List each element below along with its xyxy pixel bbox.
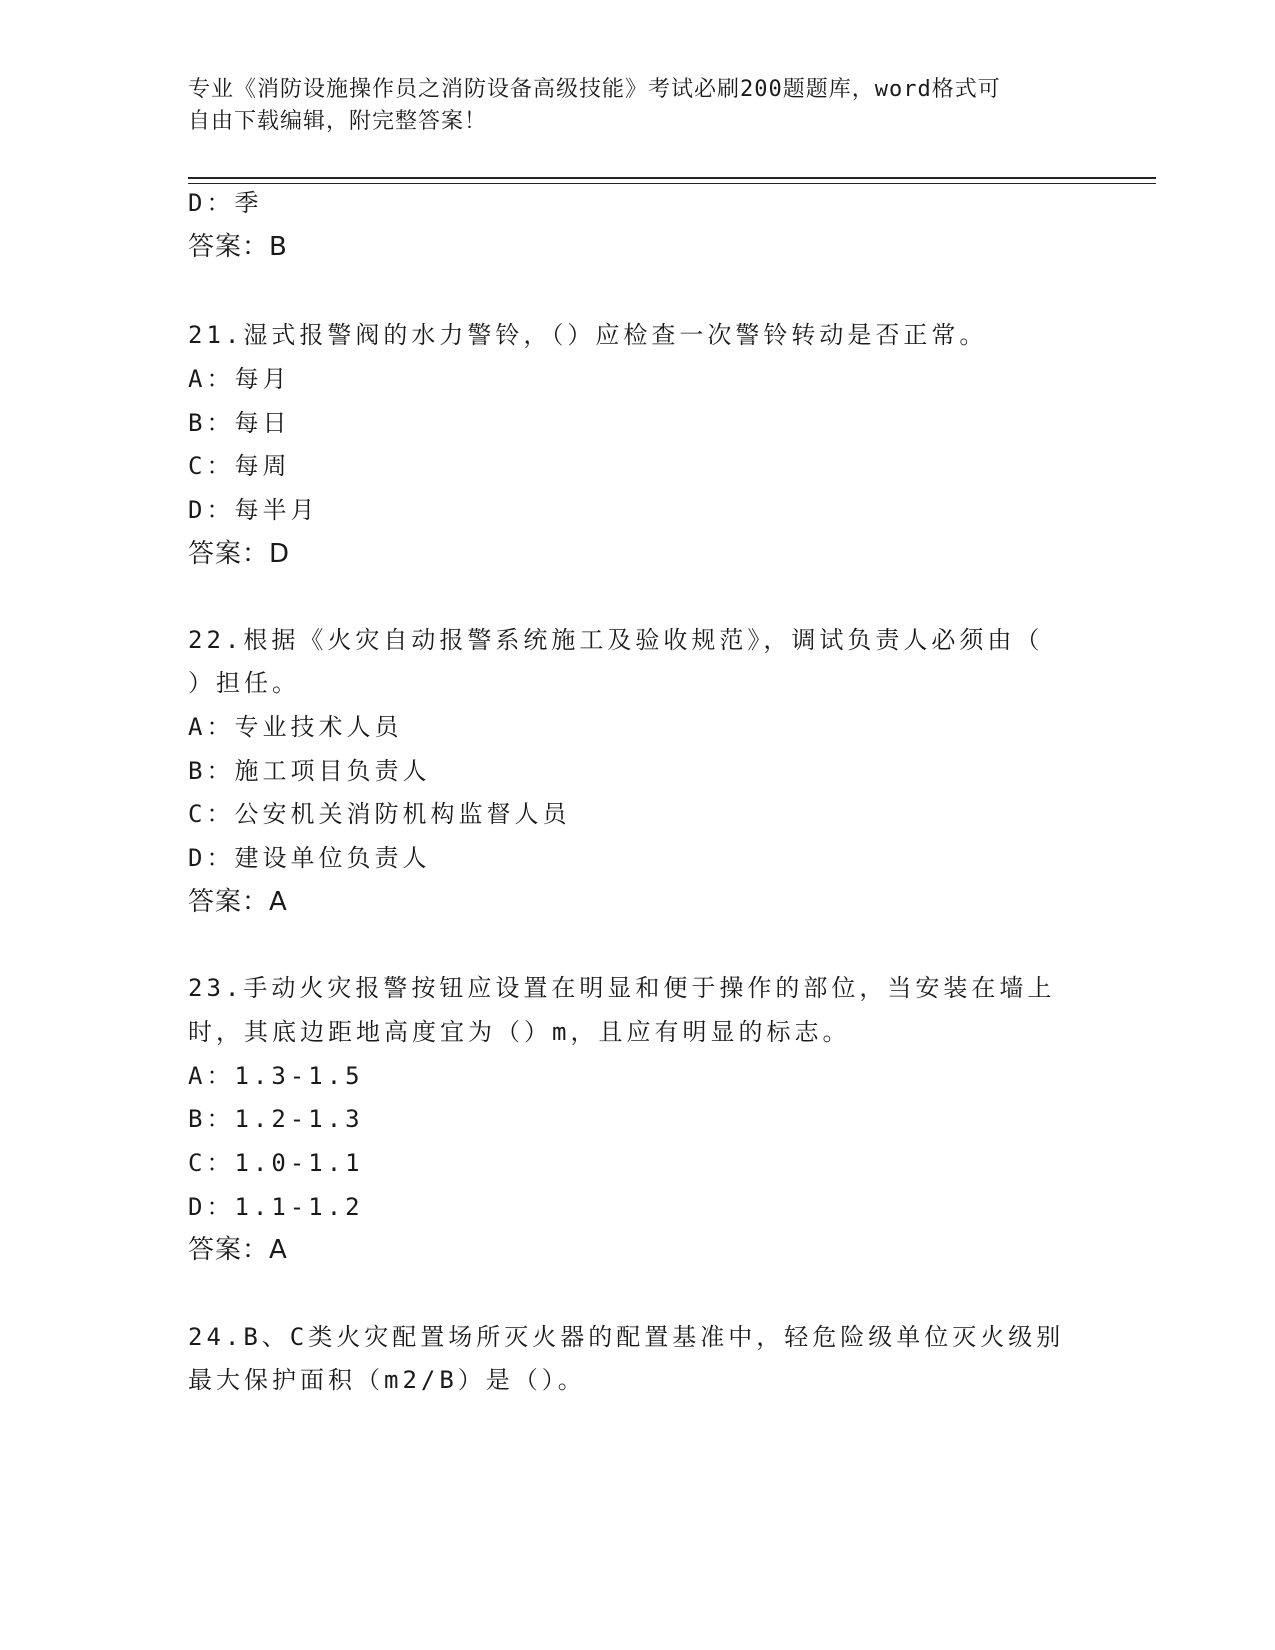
q21-option-a: A：每月	[188, 365, 291, 393]
q22-option-b: B：施工项目负责人	[188, 757, 431, 785]
q21-option-b: B：每日	[188, 409, 291, 437]
q23-option-c: C：1.0-1.1	[188, 1149, 364, 1177]
q21-option-c: C：每周	[188, 452, 291, 480]
q21-option-d: D：每半月	[188, 496, 319, 524]
q22-text-line-1: 22.根据《火灾自动报警系统施工及验收规范》，调试负责人必须由（	[188, 626, 1044, 654]
header-line-2: 自由下载编辑，附完整答案！	[188, 109, 488, 134]
header-line-1: 专业《消防设施操作员之消防设备高级技能》考试必刷200题题库，word格式可	[188, 77, 1001, 102]
q22-option-c: C：公安机关消防机构监督人员	[188, 800, 571, 828]
prev-answer: 答案：B	[188, 232, 288, 262]
q21-text: 21.湿式报警阀的水力警铃，（）应检查一次警铃转动是否正常。	[188, 321, 988, 349]
q23-text-line-1: 23.手动火灾报警按钮应设置在明显和便于操作的部位，当安装在墙上	[188, 974, 1056, 1002]
q23-option-a: A：1.3-1.5	[188, 1062, 364, 1090]
q21-answer: 答案：D	[188, 539, 291, 569]
q22-option-d: D：建设单位负责人	[188, 844, 431, 872]
document-header	[188, 74, 1088, 138]
q22-answer: 答案：A	[188, 887, 288, 917]
prev-option-d: D：季	[188, 189, 263, 217]
q22-option-a: A：专业技术人员	[188, 713, 403, 741]
q24-text-line-1: 24.B、C类火灾配置场所灭火器的配置基准中，轻危险级单位灭火级别	[188, 1323, 1065, 1351]
q24-text-line-2: 最大保护面积（m2/B）是（）。	[188, 1366, 586, 1394]
q23-text-line-2: 时，其底边距地高度宜为（）m，且应有明显的标志。	[188, 1018, 851, 1046]
q23-option-d: D：1.1-1.2	[188, 1193, 364, 1221]
q23-answer: 答案：A	[188, 1235, 288, 1265]
q23-option-b: B：1.2-1.3	[188, 1105, 364, 1133]
header-divider-thin	[188, 183, 1156, 184]
q22-text-line-2: ）担任。	[188, 669, 300, 697]
header-divider-thick	[188, 177, 1156, 179]
